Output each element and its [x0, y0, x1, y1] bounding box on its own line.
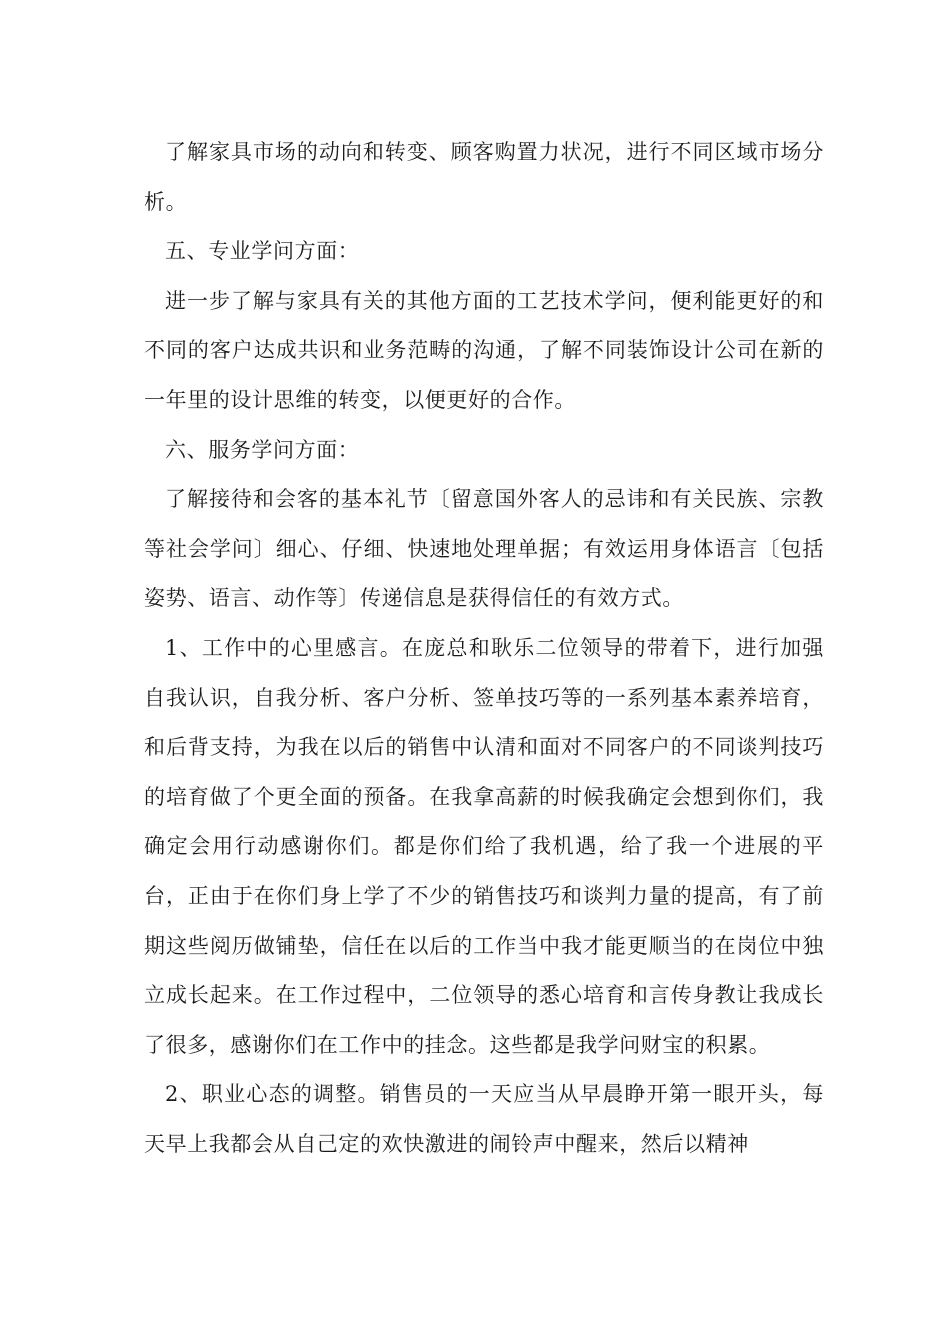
- paragraph-work-reflections: 1、工作中的心里感言。在庞总和耿乐二位领导的带着下，进行加强自我认识，自我分析、客户分析、签单技巧等的一系列基本素养培育，和后背支持，为我在以后的销售中认清和面对不同客户的不同谈判技巧的培育做了个更全面的预备。在我拿高薪的时候我确定会想到你们，我确定会用行动感谢你们。都是你们给了我机遇，给了我一个进展的平台，正由于在你们身上学了不少的销售技巧和谈判力量的提高，有了前期这些阅历做铺垫，信任在以后的工作当中我才能更顺当的在岗位中独立成长起来。在工作过程中，二位领导的悉心培育和言传身教让我成长了很多，感谢你们在工作中的挂念。这些都是我学问财宝的积累。: [144, 635, 824, 1057]
- document-body: [144, 128, 824, 1169]
- paragraph-service-knowledge: 了解接待和会客的基本礼节〔留意国外客人的忌讳和有关民族、宗教等社会学问〕细心、仔细、快速地处理单据；有效运用身体语言〔包括姿势、语言、动作等〕传递信息是获得信任的有效方式。: [144, 487, 824, 611]
- section-heading-professional-knowledge: 五、专业学问方面：: [165, 239, 360, 264]
- section-heading-service-knowledge: 六、服务学问方面：: [165, 437, 360, 462]
- paragraph-market-analysis: 了解家具市场的动向和转变、顾客购置力状况，进行不同区域市场分析。: [144, 140, 824, 214]
- paragraph-professional-mindset: 2、职业心态的调整。销售员的一天应当从早晨睁开第一眼开头，每天早上我都会从自己定的欢快激进的闹铃声中醒来，然后以精神: [144, 1082, 824, 1156]
- paragraph-professional-knowledge: 进一步了解与家具有关的其他方面的工艺技术学问，便利能更好的和不同的客户达成共识和业务范畴的沟通，了解不同装饰设计公司在新的一年里的设计思维的转变，以便更好的合作。: [144, 288, 824, 412]
